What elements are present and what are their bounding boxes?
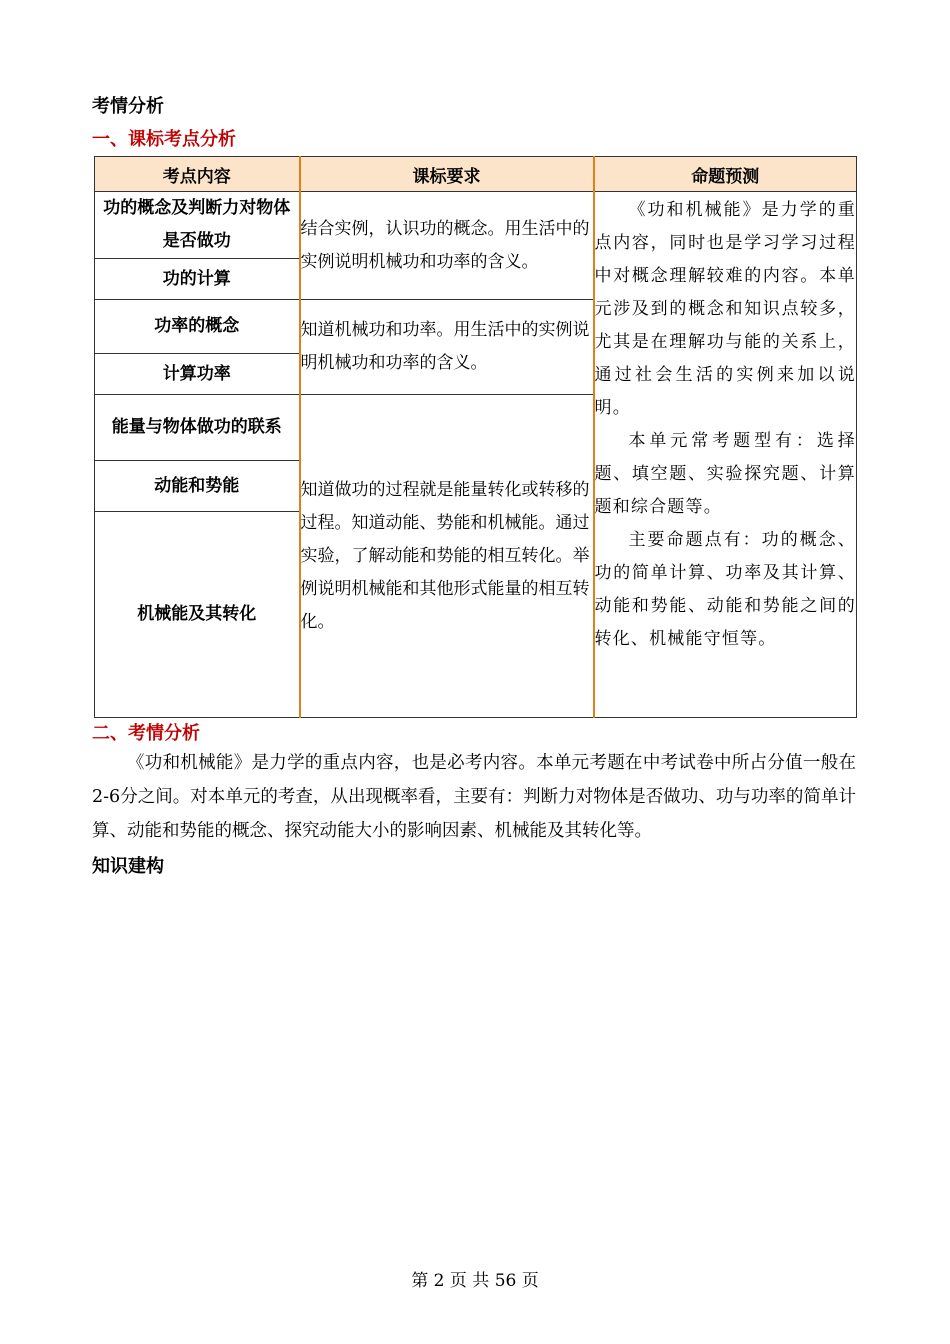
topic-cell: 能量与物体做功的联系	[95, 395, 300, 461]
requirement-cell: 知道机械功和功率。用生活中的实例说明机械功和功率的含义。	[300, 300, 594, 395]
prediction-paragraph: 《功和机械能》是力学的重点内容，同时也是学习学习过程中对概念理解较难的内容。本单元涉及到的概念和知识点较多，尤其是在理解功与能的关系上，通过社会生活的实例来加以说明。	[594, 200, 856, 418]
topic-cell: 计算功率	[95, 354, 300, 395]
topic-cell: 功的计算	[95, 259, 300, 300]
topic-cell: 机械能及其转化	[95, 512, 300, 718]
prediction-paragraph: 本单元常考题型有：选择题、填空题、实验探究题、计算题和综合题等。	[594, 431, 856, 517]
table-row	[95, 192, 857, 259]
topic-cell: 动能和势能	[95, 461, 300, 512]
topic-cell: 功的概念及判断力对物体是否做功	[95, 192, 300, 259]
prediction-paragraph: 主要命题点有：功的概念、功的简单计算、功率及其计算、动能和势能、动能和势能之间的转化、机械能守恒等。	[594, 530, 856, 649]
analysis-paragraph: 《功和机械能》是力学的重点内容，也是必考内容。本单元考题在中考试卷中所占分值一般在2-6分之间。对本单元的考查，从出现概率看，主要有：判断力对物体是否做功、功与功率的简单计算、动能和势能的概念、探究动能大小的影响因素、机械能及其转化等。	[92, 753, 856, 841]
section1-title: 一、课标考点分析	[92, 129, 236, 150]
table-header-requirement: 课标要求	[300, 157, 594, 192]
section2-title: 二、考情分析	[92, 723, 200, 744]
exam-points-table	[94, 156, 857, 718]
page-footer: 第 2 页 共 56 页	[411, 1271, 539, 1291]
table-header-row	[95, 157, 857, 192]
doc-title: 考情分析	[92, 96, 164, 117]
table-header-prediction: 命题预测	[594, 157, 857, 192]
topic-cell: 功率的概念	[95, 300, 300, 354]
prediction-cell	[594, 192, 857, 718]
section3-title: 知识建构	[92, 856, 164, 877]
requirement-cell: 知道做功的过程就是能量转化或转移的过程。知道动能、势能和机械能。通过实验，了解动能和势能的相互转化。举例说明机械能和其他形式能量的相互转化。	[300, 395, 594, 718]
table-header-topic: 考点内容	[95, 157, 300, 192]
requirement-cell: 结合实例，认识功的概念。用生活中的实例说明机械功和功率的含义。	[300, 192, 594, 300]
